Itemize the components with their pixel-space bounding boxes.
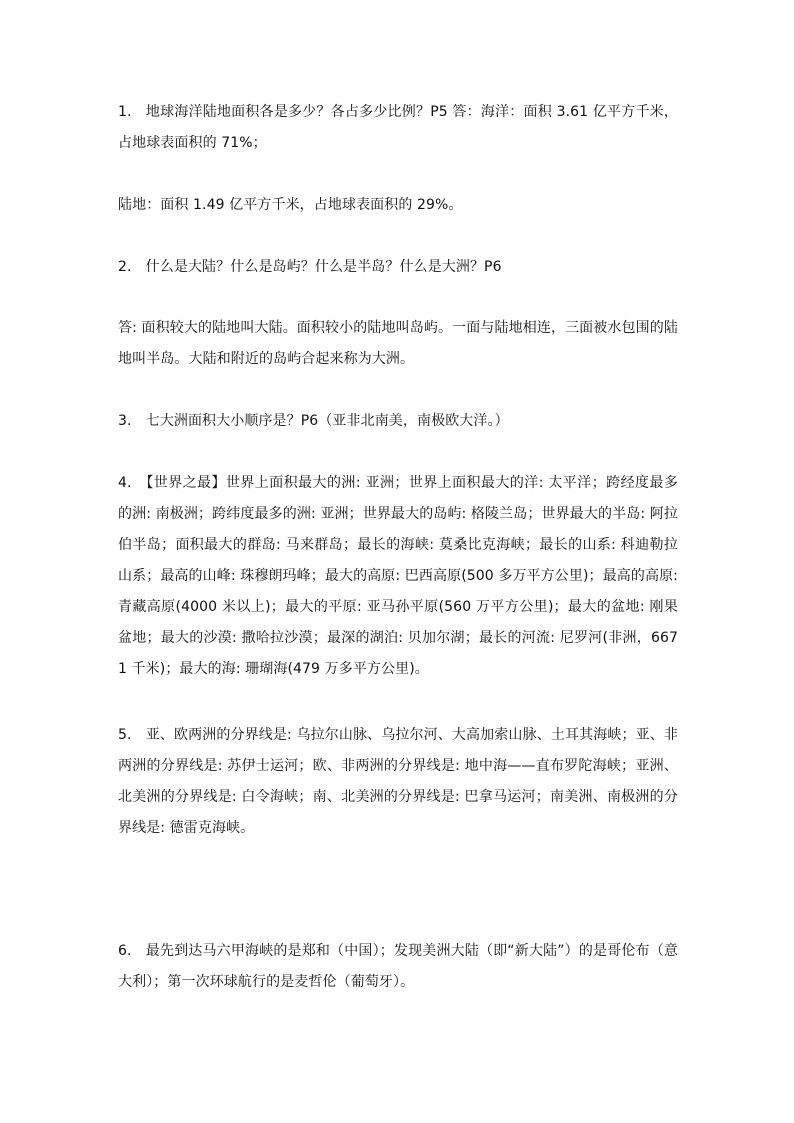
question-2-text: 2. 什么是大陆？什么是岛屿？什么是半岛？什么是大洲？P6 (118, 259, 502, 275)
question-5-paragraph (118, 720, 678, 844)
question-6-text: 6. 最先到达马六甲海峡的是郑和（中国）；发现美洲大陆（即“新大陆”）的是哥伦布（意大利）；第一次环球航行的是麦哲伦（葡萄牙）。 (118, 943, 678, 990)
question-1-land-text: 陆地：面积 1.49 亿平方千米，占地球表面积的 29%。 (118, 197, 463, 213)
question-5-text: 5. 亚、欧两洲的分界线是: 乌拉尔山脉、乌拉尔河、大高加索山脉、土耳其海峡；亚、非两洲的分界线是: 苏伊士运河；欧、非两洲的分界线是: 地中海——直布罗陀海峡；亚洲、北美洲的分界线是: 白令海峡；南、北美洲的分界线是: 巴拿马运河；南美洲、南极洲的分界线是: 德雷克海峡。 (118, 727, 678, 836)
question-6-paragraph (118, 936, 678, 998)
question-2-answer-text: 答: 面积较大的陆地叫大陆。面积较小的陆地叫岛屿。一面与陆地相连，三面被水包围的陆地叫半岛。大陆和附近的岛屿合起来称为大洲。 (118, 320, 678, 367)
question-1-land-paragraph (118, 190, 678, 221)
question-3-text: 3. 七大洲面积大小顺序是？P6（亚非北南美，南极欧大洋。） (118, 413, 509, 429)
question-1-paragraph (118, 97, 678, 159)
question-4-paragraph (118, 468, 683, 685)
question-2-paragraph (118, 252, 678, 283)
question-3-paragraph (118, 406, 678, 437)
question-2-answer-paragraph (118, 313, 678, 375)
question-1-text: 1. 地球海洋陆地面积各是多少？各占多少比例？P5 答：海洋：面积 3.61 亿平方千米，占地球表面积的 71%； (118, 104, 678, 151)
question-4-text: 4. 【世界之最】世界上面积最大的洲: 亚洲；世界上面积最大的洋: 太平洋；跨经度最多的洲: 南极洲；跨纬度最多的洲: 亚洲；世界最大的岛屿: 格陵兰岛；世界最大的半岛: 阿拉伯半岛；面积最大的群岛: 马来群岛；最长的海峡: 莫桑比克海峡；最长的山系: 科迪勒拉山系；最高的山峰: 珠穆朗玛峰；最大的高原: 巴西高原(500 多万平方公里)；最高的高原: 青藏高原(4000 米以上)；最大的平原: 亚马孙平原(560 万平方公里)；最大的盆地: 刚果盆地；最大的沙漠: 撒哈拉沙漠；最深的湖泊: 贝加尔湖；最长的河流: 尼罗河(非洲，6671 千米)；最大的海: 珊瑚海(479 万多平方公里)。 (118, 475, 683, 677)
